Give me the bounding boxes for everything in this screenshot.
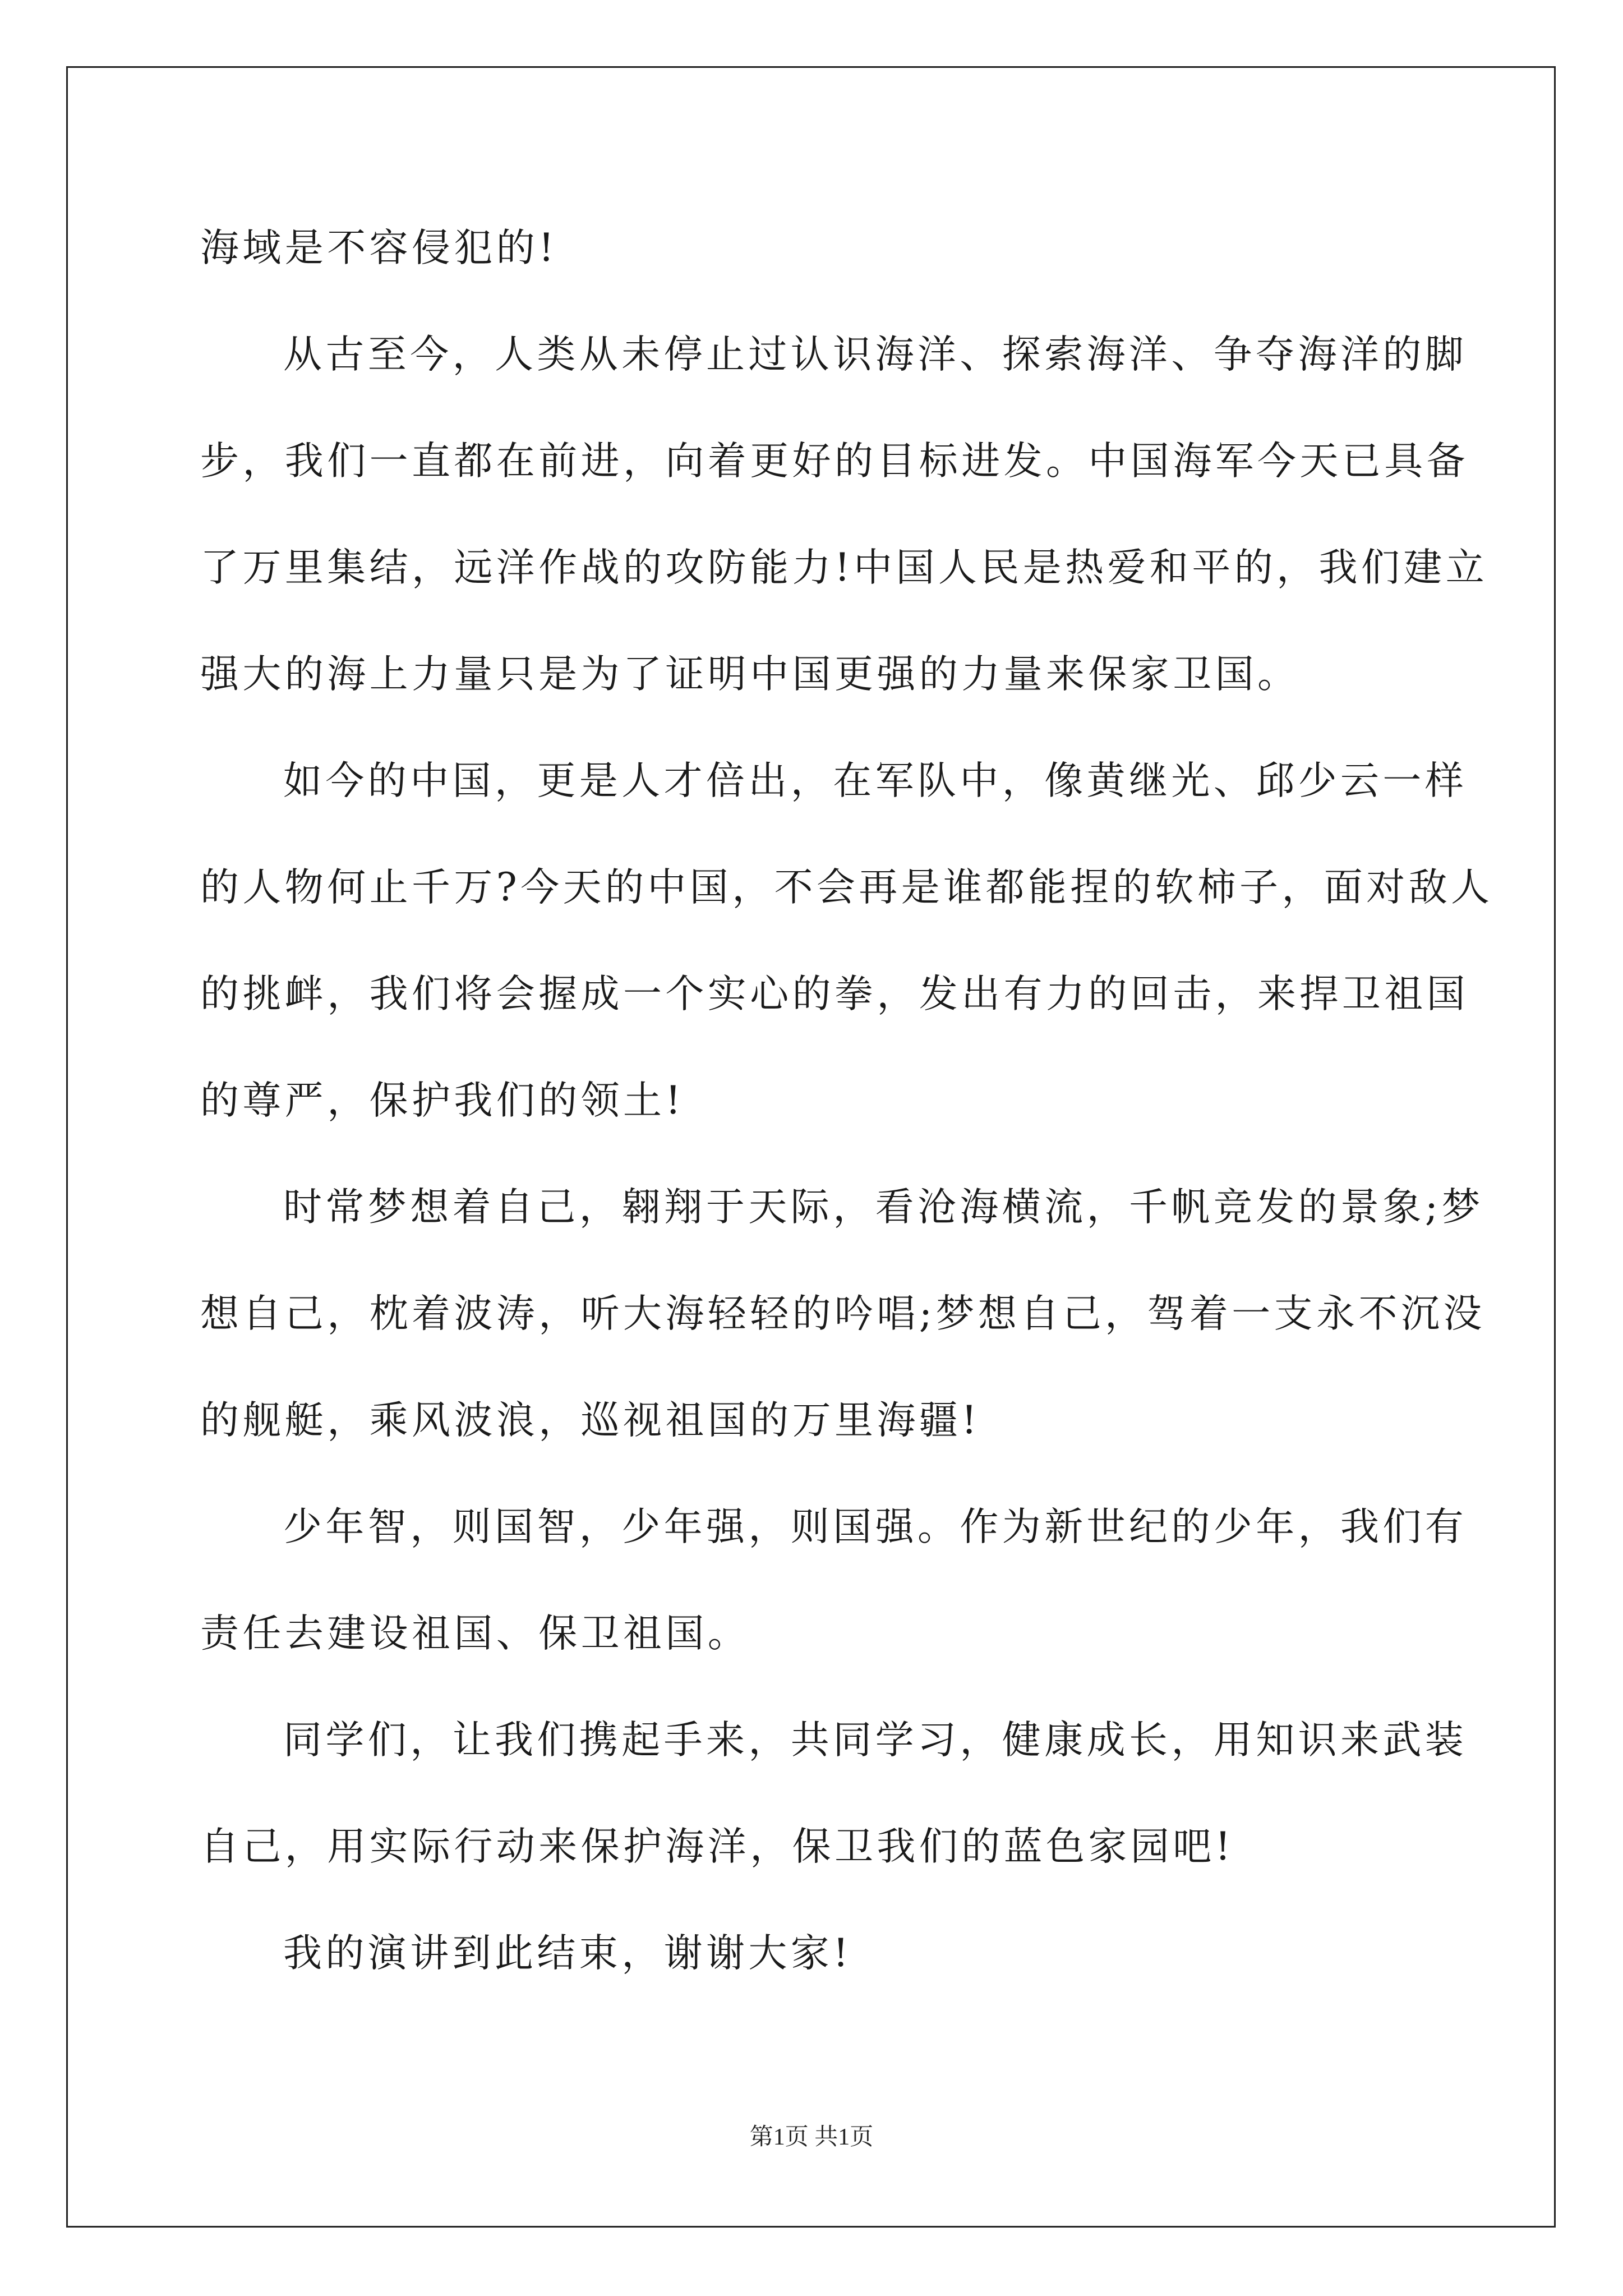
- text-line: 海域是不容侵犯的!: [200, 226, 558, 270]
- text-line: 强大的海上力量只是为了证明中国更强的力量来保家卫国。: [200, 652, 1300, 697]
- paragraph-first-line: 我的演讲到此结束，谢谢大家!: [283, 1931, 852, 1976]
- paragraph-first-line: 同学们，让我们携起手来，共同学习，健康成长，用知识来武装: [283, 1718, 1468, 1763]
- paragraph-first-line: 时常梦想着自己，翱翔于天际，看沧海横流，千帆竞发的景象;梦: [283, 1185, 1484, 1230]
- text-line: 的尊严，保护我们的领土!: [200, 1078, 685, 1123]
- text-line: 的舰艇，乘风波浪，巡视祖国的万里海疆!: [200, 1398, 981, 1443]
- paragraph-first-line: 从古至今，人类从未停止过认识海洋、探索海洋、争夺海洋的脚: [283, 332, 1468, 377]
- page-number: 第1页 共1页: [749, 2124, 874, 2150]
- text-line: 想自己，枕着波涛，听大海轻轻的吟唱;梦想自己，驾着一支永不沉没: [200, 1291, 1486, 1336]
- paragraph-first-line: 少年智，则国智，少年强，则国强。作为新世纪的少年，我们有: [283, 1504, 1468, 1549]
- text-line: 自己，用实际行动来保护海洋，保卫我们的蓝色家园吧!: [200, 1824, 1234, 1869]
- text-line: 步，我们一直都在前进，向着更好的目标进发。中国海军今天已具备: [200, 439, 1469, 484]
- text-line: 责任去建设祖国、保卫祖国。: [200, 1611, 750, 1656]
- page-border: [66, 66, 1556, 2228]
- paragraph-first-line: 如今的中国，更是人才倍出，在军队中，像黄继光、邱少云一样: [283, 758, 1468, 803]
- text-line: 的挑衅，我们将会握成一个实心的拳，发出有力的回击，来捍卫祖国: [200, 972, 1469, 1016]
- text-line: 的人物何止千万?今天的中国，不会再是谁都能捏的软柿子，面对敌人: [200, 865, 1493, 910]
- text-line: 了万里集结，远洋作战的攻防能力!中国人民是热爱和平的，我们建立: [200, 545, 1488, 590]
